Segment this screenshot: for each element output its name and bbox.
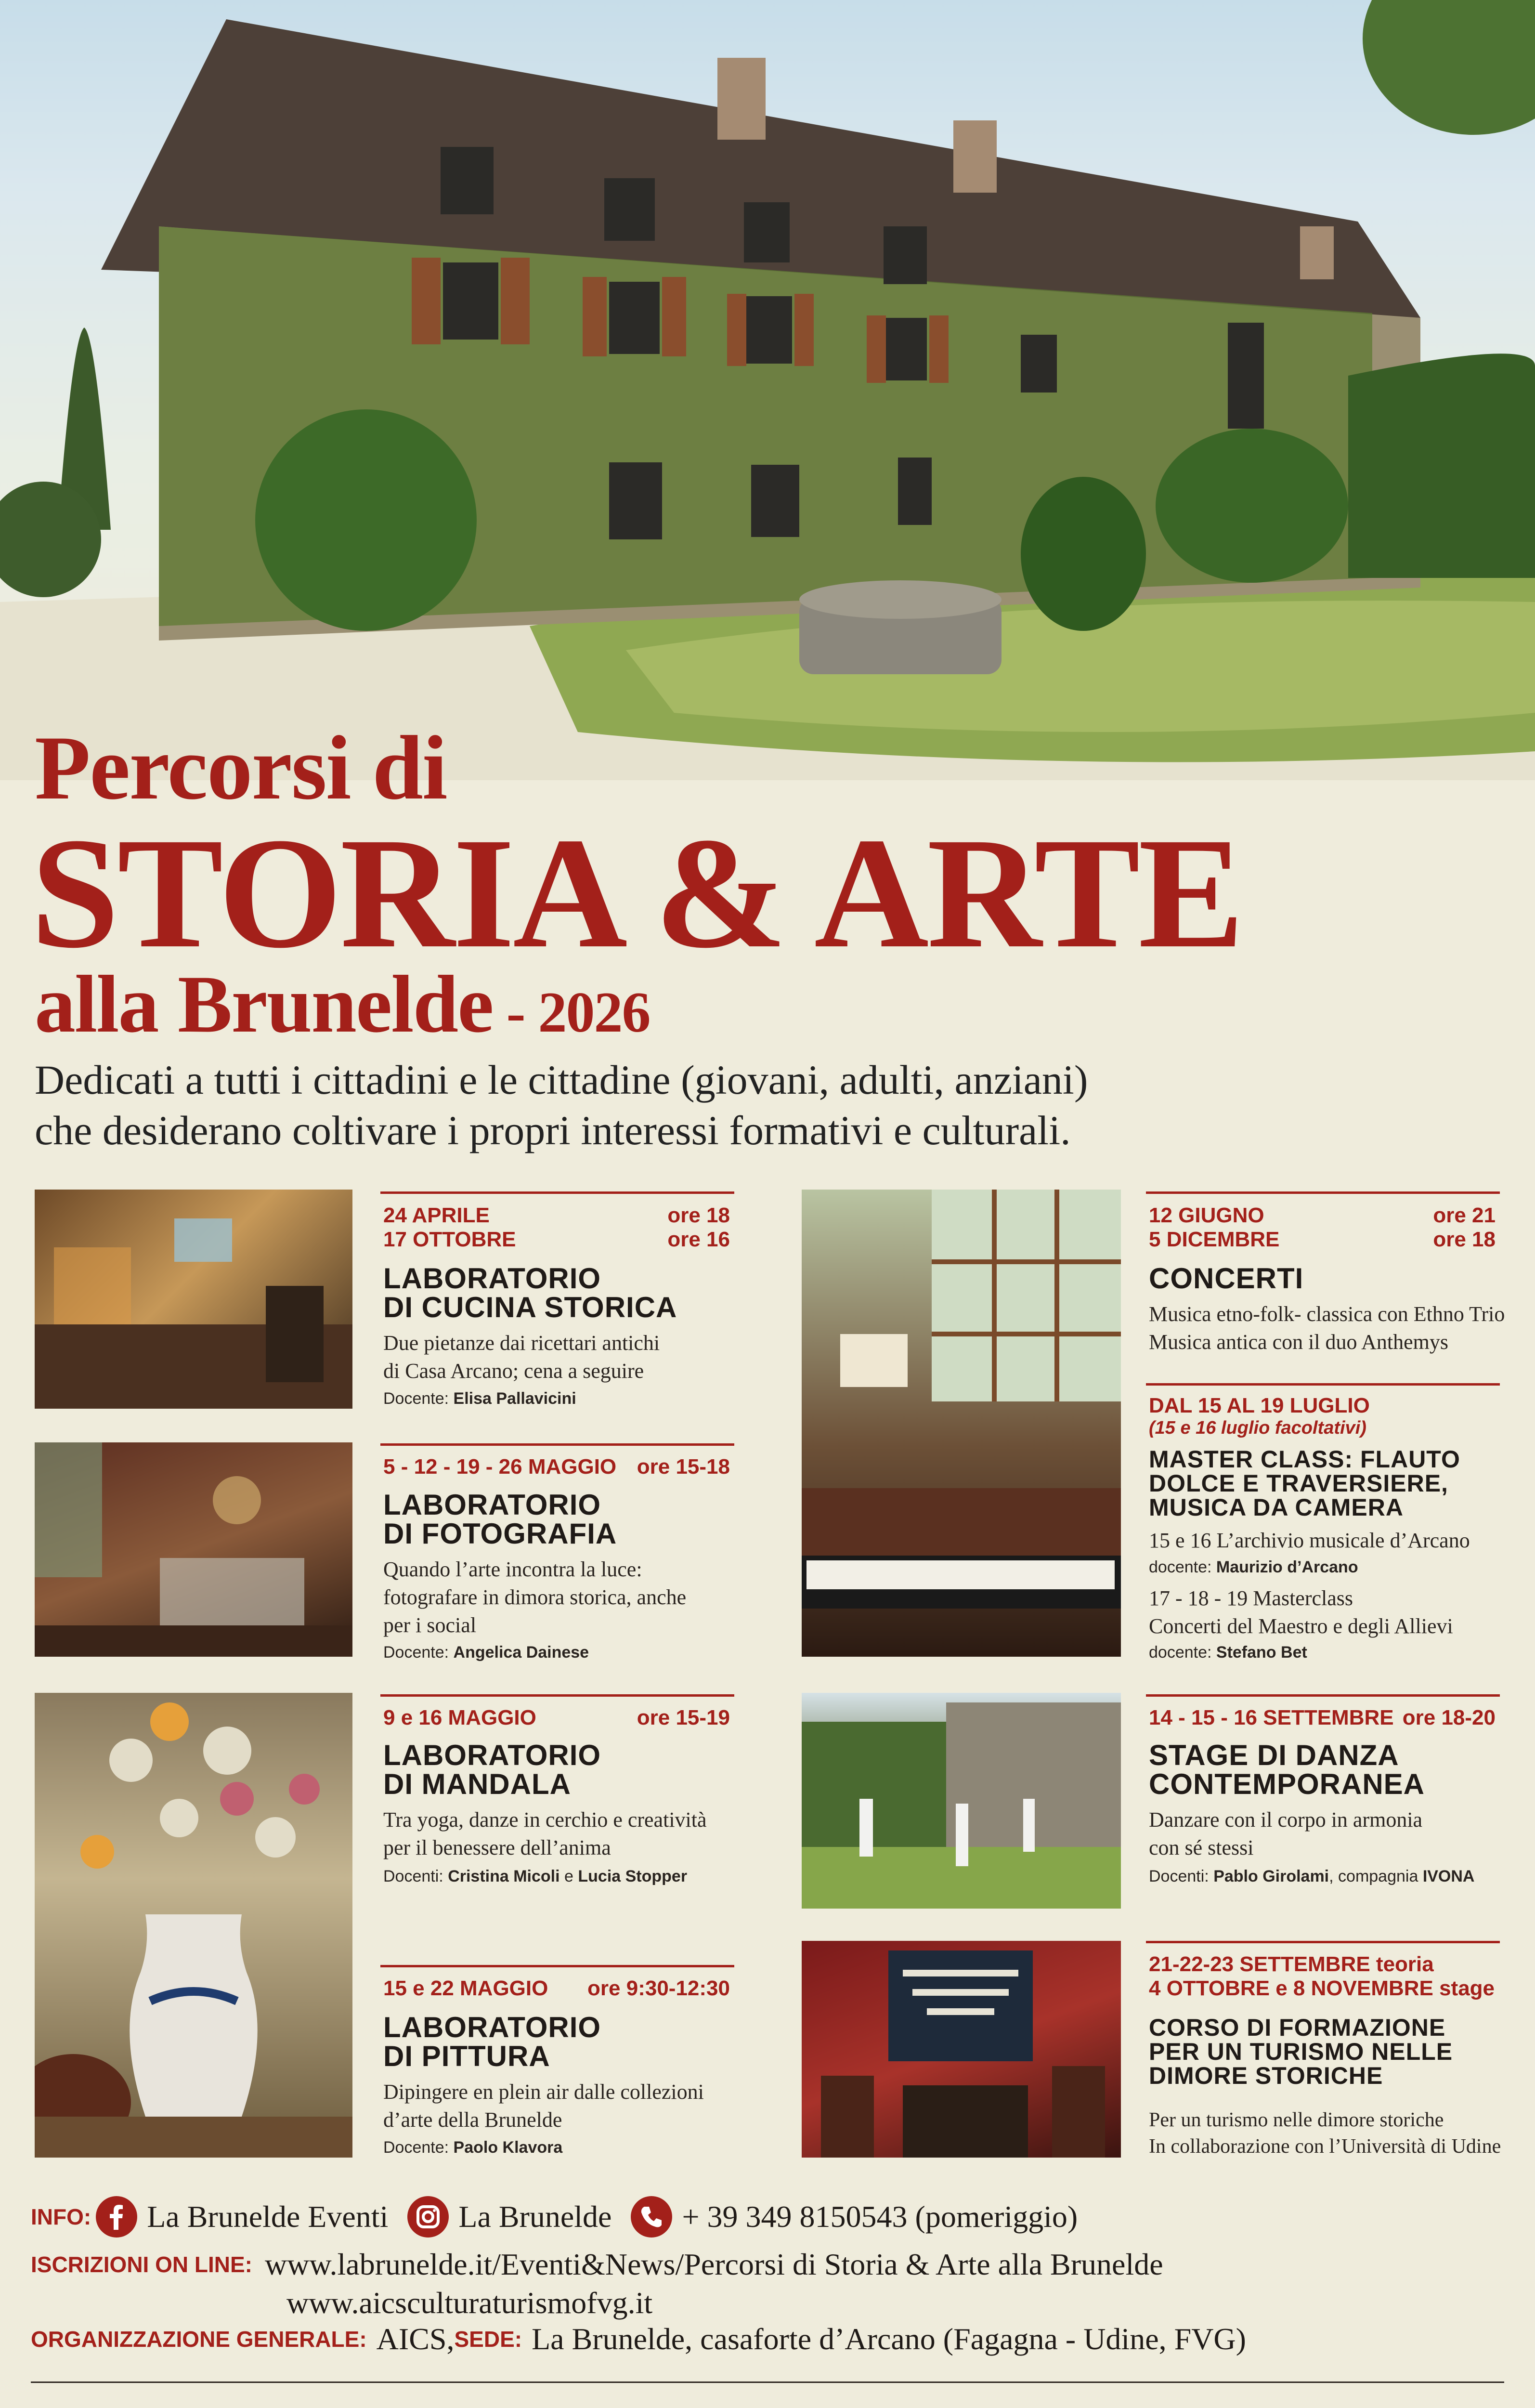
desc-line: Musica etno-folk- classica con Ethno Trio — [1149, 1302, 1505, 1326]
instagram-link[interactable]: La Brunelde — [458, 2199, 612, 2234]
photo-dimora-storica — [802, 1941, 1121, 2158]
event-danza-teacher — [1149, 1867, 1475, 1886]
event-masterclass-dates — [1149, 1394, 1496, 1417]
event-mandala-desc — [383, 1806, 707, 1862]
title-line-1: Percorsi di — [35, 718, 447, 819]
title-line: LABORATORIO — [383, 1489, 601, 1521]
facebook-link[interactable]: La Brunelde Eventi — [147, 2199, 389, 2234]
event-masterclass-teacher-2 — [1149, 1643, 1307, 1662]
event-corso-desc — [1149, 2107, 1501, 2160]
event-concerti-title: CONCERTI — [1149, 1262, 1304, 1295]
teacher-company: IVONA — [1422, 1867, 1475, 1885]
divider — [380, 1191, 734, 1194]
event-time: ore 18-20 — [1402, 1706, 1496, 1729]
event-date: 17 OTTOBRE — [383, 1228, 516, 1251]
event-cucina-desc — [383, 1329, 660, 1385]
event-pittura-dates — [383, 1977, 730, 2000]
url-labrunelde[interactable]: www.labrunelde.it/Eventi&News/Percorsi di Storia & Arte alla Brunelde — [265, 2247, 1163, 2281]
title-line: MASTER CLASS: FLAUTO — [1149, 1446, 1460, 1473]
event-note: (15 e 16 luglio facoltativi) — [1149, 1418, 1366, 1438]
photo-vaso-fiori — [35, 1693, 352, 2158]
event-fotografia-teacher — [383, 1643, 589, 1662]
info-label: INFO: — [31, 2204, 91, 2229]
photo-fotografia — [35, 1442, 352, 1657]
event-corso-dates-2 — [1149, 1977, 1496, 2000]
online-line-2 — [286, 2285, 652, 2321]
event-pittura-teacher — [383, 2138, 562, 2157]
subtitle-line-2: che desiderano coltivare i propri interessi formativi e culturali. — [35, 1107, 1071, 1153]
event-pittura-title — [383, 2013, 601, 2071]
sede-address: La Brunelde, casaforte d’Arcano (Fagagna - Udine, FVG) — [532, 2322, 1246, 2356]
teacher-label: Docenti: — [383, 1867, 448, 1885]
desc-line: fotografare in dimora storica, anche — [383, 1585, 687, 1610]
event-date: 15 e 22 MAGGIO — [383, 1976, 548, 2000]
desc-line: per i social — [383, 1613, 477, 1637]
phone-icon[interactable] — [631, 2196, 672, 2238]
hero-villa-photo — [0, 0, 1535, 780]
event-masterclass-title — [1149, 1447, 1460, 1519]
teacher-name: Pablo Girolami — [1213, 1867, 1329, 1885]
info-line — [31, 2196, 1078, 2238]
facebook-icon[interactable] — [96, 2196, 137, 2238]
title-line: MUSICA DA CAMERA — [1149, 1494, 1404, 1521]
event-concerti-desc — [1149, 1300, 1505, 1356]
desc-line: di Casa Arcano; cena a seguire — [383, 1359, 644, 1383]
desc-line: Quando l’arte incontra la luce: — [383, 1557, 642, 1581]
event-date: 14 - 15 - 16 SETTEMBRE — [1149, 1706, 1394, 1729]
subtitle-line-1: Dedicati a tutti i cittadini e le cittadine (giovani, adulti, anziani) — [35, 1057, 1088, 1103]
photo-pianoforte — [802, 1190, 1121, 1657]
event-date: DAL 15 AL 19 LUGLIO — [1149, 1394, 1370, 1417]
title-line: DI PITTURA — [383, 2040, 550, 2072]
event-pittura-desc — [383, 2078, 704, 2134]
desc-line: Concerti del Maestro e degli Allievi — [1149, 1614, 1453, 1638]
event-date: 5 DICEMBRE — [1149, 1228, 1280, 1251]
title-line: DOLCE E TRAVERSIERE, — [1149, 1470, 1448, 1497]
title-line: DI CUCINA STORICA — [383, 1291, 677, 1323]
desc-line: In collaborazione con l’Università di Udine — [1149, 2135, 1501, 2158]
org-label: ORGANIZZAZIONE GENERALE: — [31, 2327, 367, 2352]
desc-line: Danzare con il corpo in armonia — [1149, 1808, 1423, 1832]
event-fotografia-desc — [383, 1556, 686, 1639]
event-time: ore 21 — [1433, 1204, 1496, 1227]
teacher-company-label: , compagnia — [1329, 1867, 1423, 1885]
title-line: CORSO DI FORMAZIONE — [1149, 2014, 1446, 2041]
event-cucina-dates-2 — [383, 1228, 730, 1251]
divider — [31, 2382, 1504, 2383]
desc-line: Per un turismo nelle dimore storiche — [1149, 2109, 1444, 2131]
desc-line: per il benessere dell’anima — [383, 1836, 611, 1860]
event-fotografia-title — [383, 1491, 617, 1548]
event-date: 4 OTTOBRE e 8 NOVEMBRE stage — [1149, 1976, 1495, 2000]
divider — [1146, 1694, 1500, 1697]
desc-line: Tra yoga, danze in cerchio e creatività — [383, 1808, 707, 1832]
online-label: ISCRIZIONI ON LINE: — [31, 2252, 252, 2277]
event-corso-title — [1149, 2015, 1453, 2088]
coesione-italia-logo — [474, 2406, 643, 2408]
teacher-name: Angelica Dainese — [453, 1643, 589, 1662]
teacher-label: Docenti: — [1149, 1867, 1214, 1885]
title-line: DIMORE STORICHE — [1149, 2062, 1383, 2089]
event-concerti-dates-2 — [1149, 1228, 1496, 1251]
event-masterclass-note — [1149, 1418, 1496, 1439]
teacher-label: docente: — [1149, 1643, 1216, 1662]
org-name: AICS, — [376, 2322, 455, 2356]
org-line — [31, 2321, 1246, 2357]
desc-line: con sé stessi — [1149, 1836, 1254, 1860]
teacher-name: Elisa Pallavicini — [453, 1389, 576, 1408]
title-brunelde: alla Brunelde — [35, 959, 493, 1049]
event-masterclass-desc-1: 15 e 16 L’archivio musicale d’Arcano — [1149, 1529, 1470, 1552]
event-cucina-title — [383, 1264, 677, 1322]
teacher-name: Cristina Micoli — [448, 1867, 560, 1885]
instagram-icon[interactable] — [407, 2196, 449, 2238]
photo-danza — [802, 1693, 1121, 1909]
divider — [1146, 1383, 1500, 1386]
title-line: LABORATORIO — [383, 2011, 601, 2043]
teacher-name: Paolo Klavora — [453, 2138, 563, 2157]
teacher-label: Docente: — [383, 1643, 454, 1662]
event-date: 21-22-23 SETTEMBRE teoria — [1149, 1952, 1434, 1976]
title-line: CONTEMPORANEA — [1149, 1768, 1425, 1800]
online-line — [31, 2247, 1163, 2282]
teacher-name: Maurizio d’Arcano — [1216, 1558, 1358, 1576]
phone-number[interactable]: + 39 349 8150543 (pomeriggio) — [682, 2199, 1078, 2234]
event-date: 5 - 12 - 19 - 26 MAGGIO — [383, 1455, 617, 1479]
event-danza-dates — [1149, 1706, 1496, 1729]
event-masterclass-teacher-1 — [1149, 1558, 1358, 1577]
teacher-name: Stefano Bet — [1216, 1643, 1307, 1662]
event-time: ore 18 — [1433, 1228, 1496, 1251]
teacher-name: Lucia Stopper — [578, 1867, 688, 1885]
teacher-label: docente: — [1149, 1558, 1216, 1576]
title-line: LABORATORIO — [383, 1262, 601, 1295]
title-line: DI MANDALA — [383, 1768, 571, 1800]
event-time: ore 16 — [667, 1228, 730, 1251]
teacher-and: e — [559, 1867, 578, 1885]
url-aics[interactable]: www.aicsculturaturismofvg.it — [286, 2286, 653, 2320]
desc-line: Dipingere en plein air dalle collezioni — [383, 2080, 704, 2104]
event-masterclass-desc-2 — [1149, 1584, 1453, 1640]
subtitle — [35, 1055, 1479, 1156]
title-line-3 — [35, 959, 650, 1049]
event-mandala-title — [383, 1741, 601, 1799]
event-date: 9 e 16 MAGGIO — [383, 1706, 536, 1729]
event-danza-desc — [1149, 1806, 1422, 1862]
event-fotografia-dates — [383, 1455, 730, 1479]
title-year: - 2026 — [493, 980, 650, 1044]
desc-line: Musica antica con il duo Anthemys — [1149, 1330, 1448, 1354]
desc-line: 17 - 18 - 19 Masterclass — [1149, 1586, 1353, 1610]
desc-line: Due pietanze dai ricettari antichi — [383, 1331, 660, 1355]
title-line: PER UN TURISMO NELLE — [1149, 2038, 1453, 2065]
teacher-label: Docente: — [383, 1389, 454, 1408]
event-time: ore 18 — [667, 1204, 730, 1227]
event-date: 12 GIUGNO — [1149, 1204, 1264, 1227]
event-mandala-dates — [383, 1706, 730, 1729]
event-danza-title — [1149, 1741, 1425, 1799]
title-line: LABORATORIO — [383, 1739, 601, 1771]
event-time: ore 9:30-12:30 — [587, 1976, 730, 2000]
event-cucina-dates-1 — [383, 1204, 730, 1227]
sede-label: SEDE: — [454, 2327, 522, 2352]
event-mandala-teachers — [383, 1867, 687, 1886]
event-time: ore 15-19 — [637, 1706, 730, 1729]
photo-cucina-storica — [35, 1190, 352, 1409]
divider — [1146, 1941, 1500, 1943]
event-corso-dates-1 — [1149, 1953, 1496, 1976]
divider — [380, 1694, 734, 1697]
title-line: DI FOTOGRAFIA — [383, 1518, 617, 1550]
event-cucina-teacher — [383, 1389, 576, 1408]
desc-line: d’arte della Brunelde — [383, 2108, 562, 2132]
divider — [1146, 1191, 1500, 1194]
event-date: 24 APRILE — [383, 1204, 490, 1227]
title-line-2: STORIA & ARTE — [31, 805, 1243, 981]
event-concerti-dates-1 — [1149, 1204, 1496, 1227]
teacher-label: Docente: — [383, 2138, 454, 2157]
divider — [380, 1965, 734, 1967]
title-line: STAGE DI DANZA — [1149, 1739, 1399, 1771]
event-time: ore 15-18 — [637, 1455, 730, 1479]
divider — [380, 1443, 734, 1446]
